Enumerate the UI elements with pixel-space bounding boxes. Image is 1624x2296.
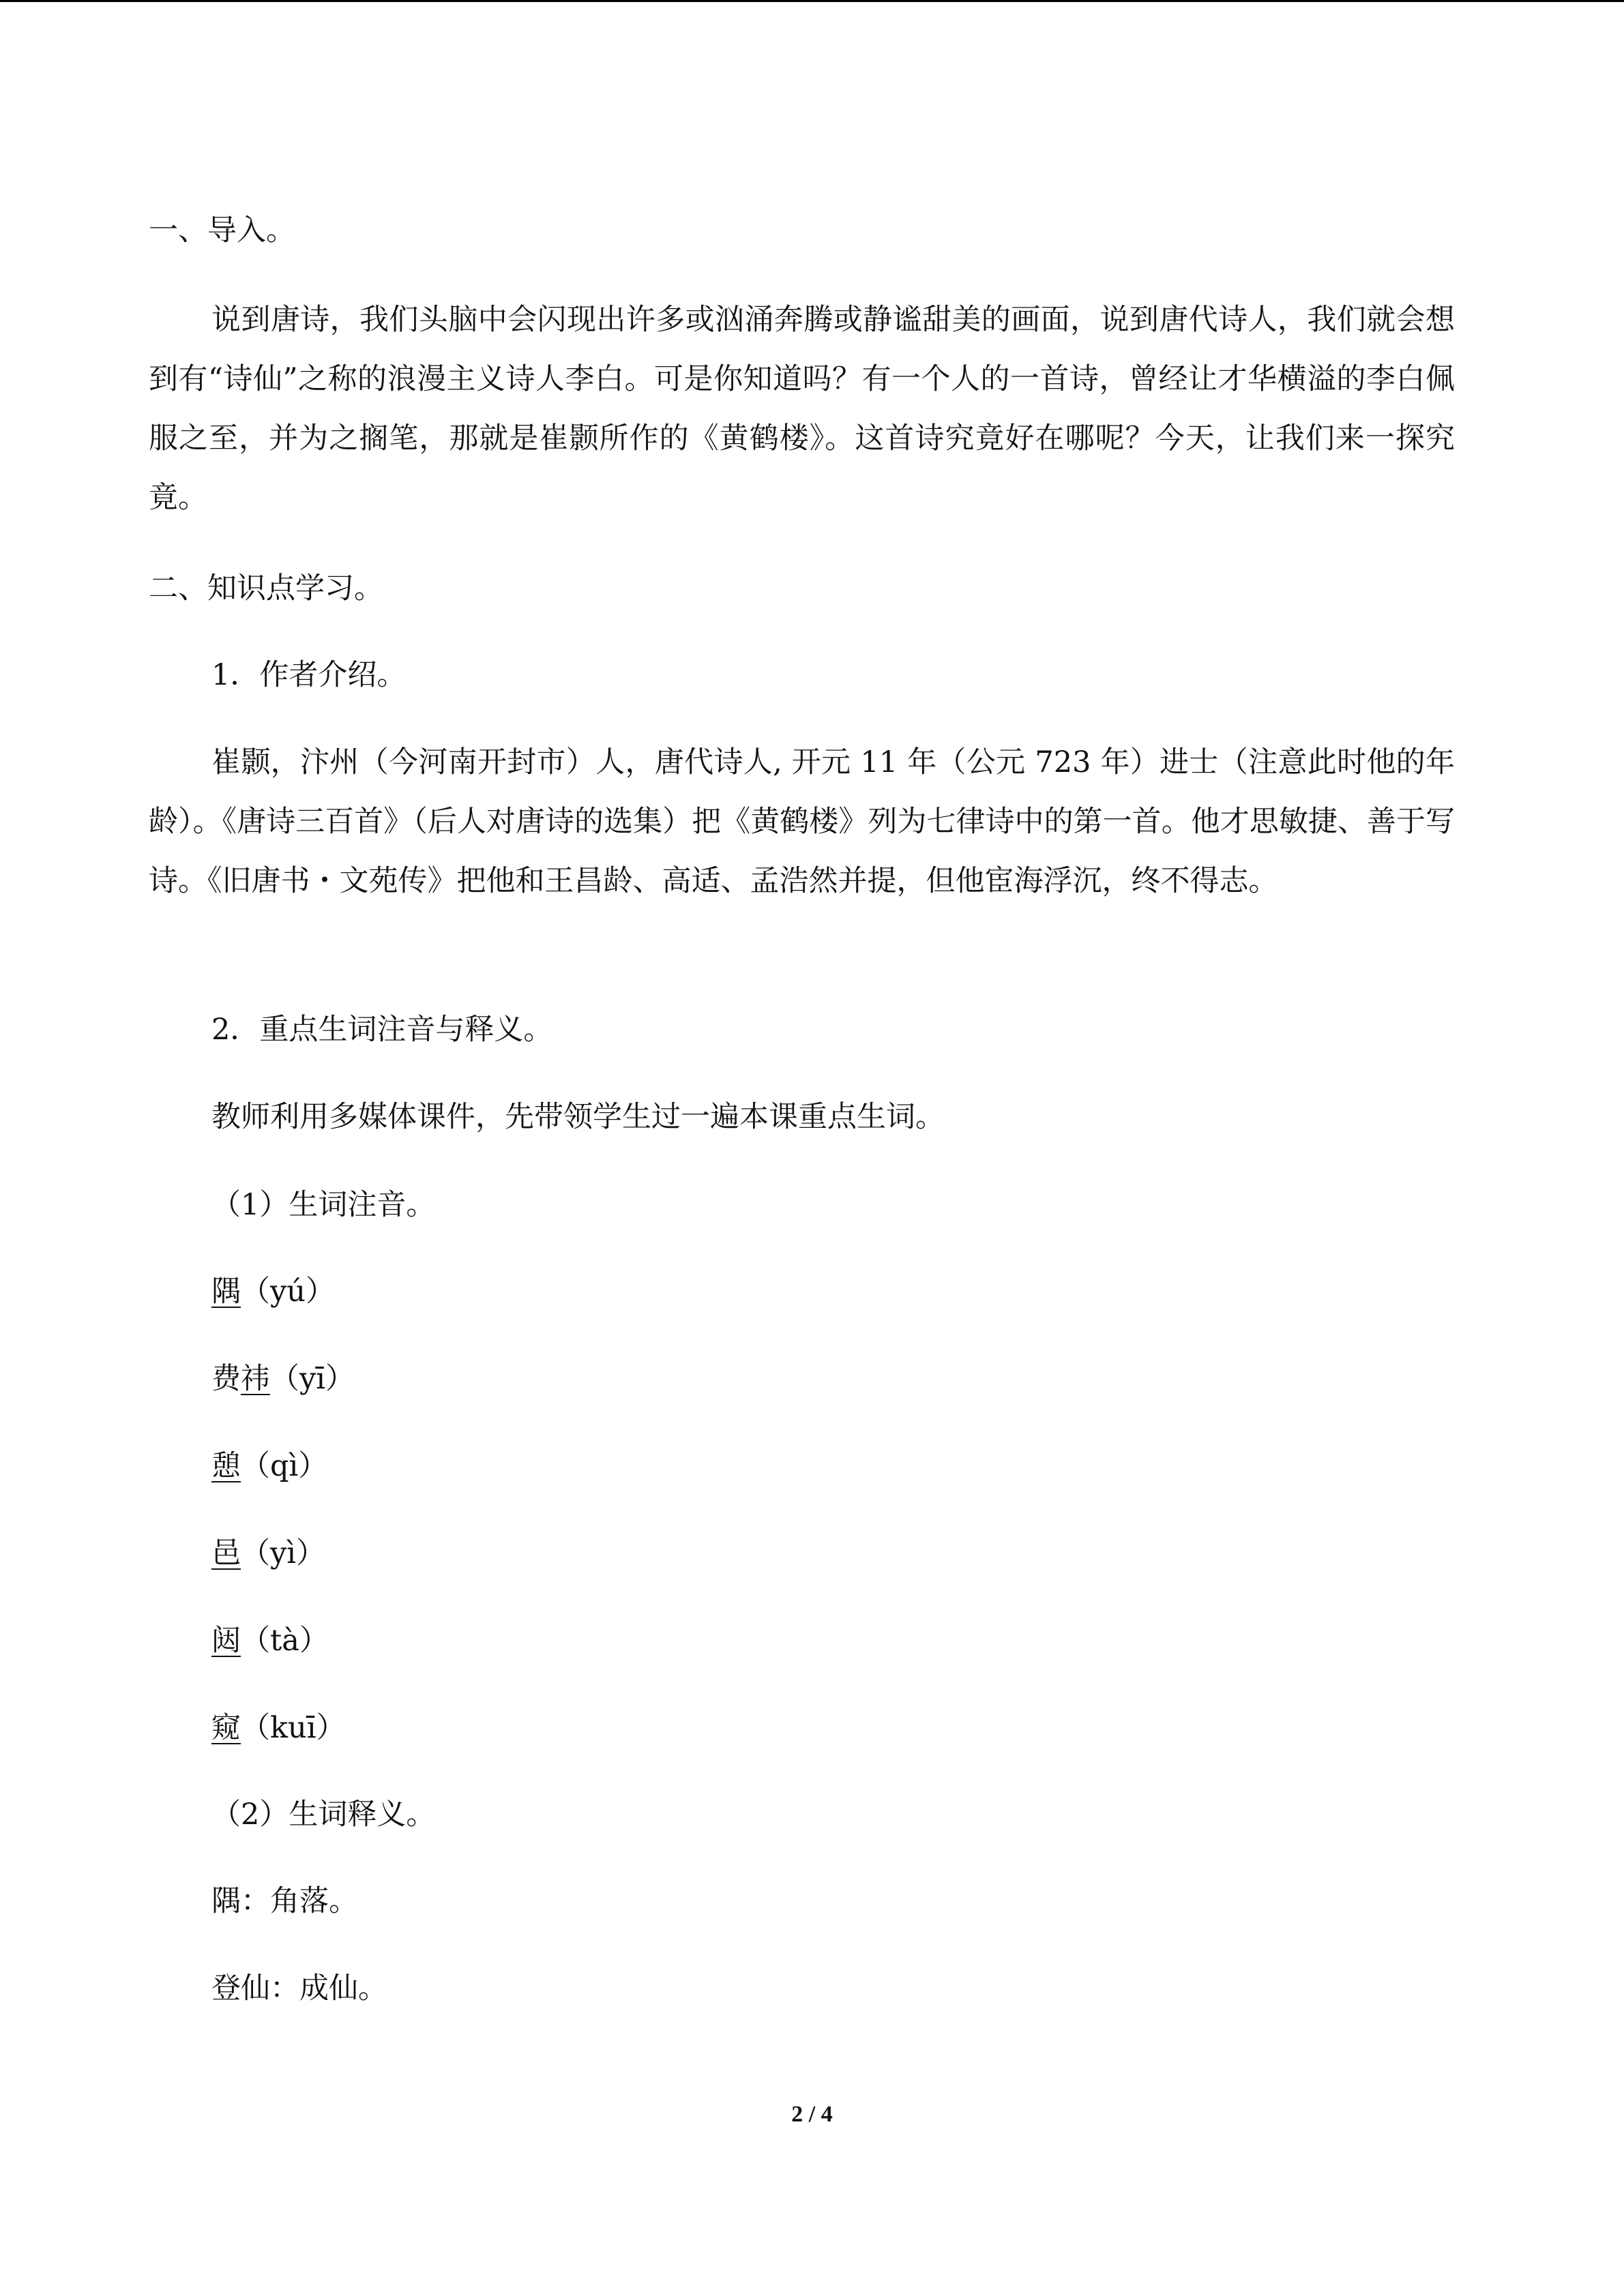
pinyin-prefix: 费 <box>211 1362 241 1396</box>
page-top-border <box>0 0 1624 2</box>
section-heading-intro: 一、导入。 <box>149 213 295 248</box>
author-paragraph: 崔颢，汴州（今河南开封市）人，唐代诗人, 开元 11 年（公元 723 年）进士（注意此时他的年龄）。《唐诗三百首》（后人对唐诗的选集）把《黄鹤楼》列为七律诗中的第一首。他才思敏捷、善于写诗。《旧唐书・文苑传》把他和王昌龄、高适、孟浩然并提，但他宦海浮沉，终不得志。 <box>149 745 1455 898</box>
pinyin-character: 邑 <box>211 1536 241 1570</box>
pinyin-character: 憩 <box>211 1449 241 1483</box>
pinyin-item <box>211 1271 1624 1312</box>
page-number: 2 / 4 <box>791 2102 833 2127</box>
pinyin-reading: （yī） <box>270 1362 355 1396</box>
pinyin-item <box>211 1446 1624 1487</box>
subheading-author: 1．作者介绍。 <box>211 658 407 692</box>
subheading-pronunciation: （1）生词注音。 <box>211 1188 436 1222</box>
pinyin-character: 隅 <box>211 1274 241 1309</box>
vocabulary-intro-text: 教师利用多媒体课件，先带领学生过一遍本课重点生词。 <box>211 1100 945 1134</box>
pinyin-reading: （yú） <box>241 1274 335 1309</box>
pinyin-item <box>211 1708 1624 1748</box>
intro-paragraph: 说到唐诗，我们头脑中会闪现出许多或汹涌奔腾或静谧甜美的画面，说到唐代诗人，我们就会想到有“诗仙”之称的浪漫主义诗人李白。可是你知道吗？有一个人的一首诗，曾经让才华横溢的李白佩服之至，并为之搁笔，那就是崔颢所作的《黄鹤楼》。这首诗究竟好在哪呢？今天，让我们来一探究竟。 <box>149 303 1455 515</box>
section-heading-knowledge: 二、知识点学习。 <box>149 571 383 606</box>
pinyin-character: 祎 <box>241 1362 270 1396</box>
pinyin-character: 窥 <box>211 1711 241 1745</box>
pinyin-reading: （tà） <box>241 1624 329 1658</box>
pinyin-character: 闼 <box>211 1624 241 1658</box>
pinyin-reading: （yì） <box>241 1536 326 1570</box>
pinyin-item <box>211 1358 1624 1399</box>
subheading-definitions: （2）生词释义。 <box>211 1798 436 1832</box>
subheading-vocabulary: 2．重点生词注音与释义。 <box>211 1013 553 1047</box>
pinyin-item <box>211 1620 1624 1661</box>
definition-item: 隅：角落。 <box>211 1884 358 1918</box>
definition-item: 登仙：成仙。 <box>211 1971 387 2006</box>
pinyin-reading: （qì） <box>241 1449 328 1483</box>
pinyin-reading: （kuī） <box>241 1711 346 1745</box>
pinyin-item <box>211 1533 1624 1574</box>
